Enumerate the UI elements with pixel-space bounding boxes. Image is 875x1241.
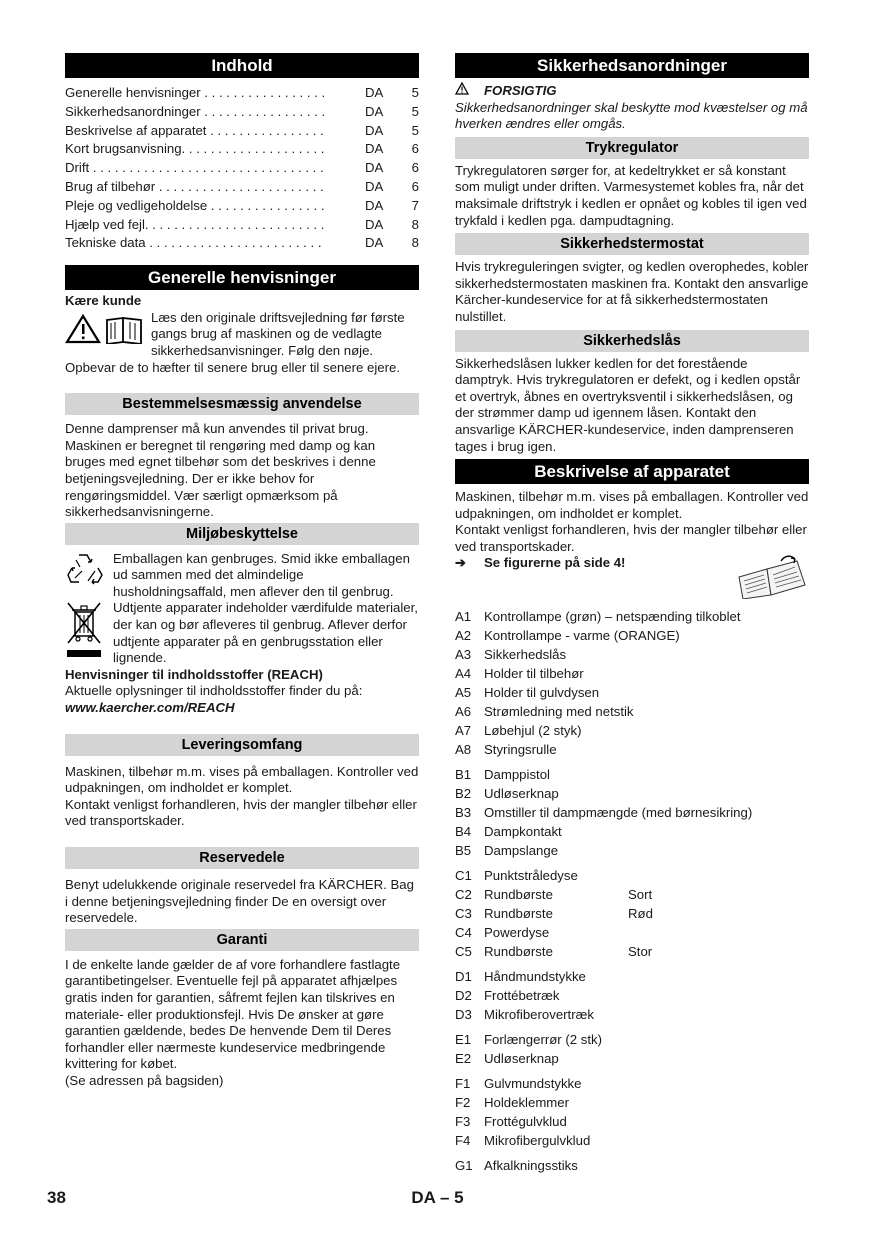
component-id: E2 bbox=[455, 1051, 472, 1067]
environment-heading: Miljøbeskyttelse bbox=[65, 523, 419, 545]
toc-entry-title: Tekniske data . . . . . . . . . . . . . . . . . . . . . . . . bbox=[65, 235, 322, 251]
toc-entry-lang: DA bbox=[365, 103, 384, 119]
component-id: D3 bbox=[455, 1007, 472, 1023]
component-id: C1 bbox=[455, 868, 472, 884]
component-name: Kontrollampe (grøn) – netspænding tilkoblet bbox=[484, 609, 741, 625]
component-item bbox=[455, 904, 809, 923]
component-item bbox=[455, 645, 809, 664]
see-figures-text: Se figurerne på side 4! bbox=[484, 555, 626, 571]
component-name: Rundbørste bbox=[484, 906, 553, 922]
lock-heading: Sikkerhedslås bbox=[455, 330, 809, 352]
component-item bbox=[455, 1131, 809, 1150]
component-item bbox=[455, 702, 809, 721]
toc-entry-title: Drift . . . . . . . . . . . . . . . . . . . . . . . . . . . . . . . . bbox=[65, 160, 324, 176]
warranty-heading: Garanti bbox=[65, 929, 419, 951]
caution-row bbox=[455, 82, 809, 100]
delivery-text-1: Maskinen, tilbehør m.m. vises på emballagen. Kontroller ved udpakningen, om indholdet er komplet. bbox=[65, 763, 419, 796]
spare-parts-heading: Reservedele bbox=[65, 847, 419, 869]
component-id: G1 bbox=[455, 1158, 473, 1174]
caution-label: FORSIGTIG bbox=[484, 82, 557, 98]
component-item bbox=[455, 967, 809, 986]
arrow-right-icon: ➔ bbox=[455, 555, 467, 571]
component-item bbox=[455, 1074, 809, 1093]
regulator-text: Trykregulatoren sørger for, at kedeltrykket er så konstant som muligt under driften. Varmesystemet kobles fra, når det maksimale driftstryk i kedlen er opnået og kobles til igen ved trykfald i kedlen pga. dampudtagning. bbox=[455, 162, 807, 228]
toc-entry-title: Sikkerhedsanordninger . . . . . . . . . . . . . . . . . bbox=[65, 103, 326, 119]
toc-entry-title: Hjælp ved fejl. . . . . . . . . . . . . . . . . . . . . . . . . bbox=[65, 216, 325, 232]
description-text-2: Kontakt venligst forhandleren, hvis der mangler tilbehør eller ved transportskader. bbox=[455, 522, 807, 554]
description-heading: Beskrivelse af apparatet bbox=[455, 459, 809, 484]
component-name: Forlængerrør (2 stk) bbox=[484, 1032, 602, 1048]
intended-use-heading: Bestemmelsesmæssig anvendelse bbox=[65, 393, 419, 415]
safety-heading: Sikkerhedsanordninger bbox=[455, 53, 809, 78]
weee-text: Udtjente apparater indeholder værdifulde materialer, der kan og bør afleveres til genbrug. Aflever derfor udtjente apparater på en genbrugsstation eller lignende. bbox=[113, 600, 418, 666]
weee-row bbox=[65, 600, 419, 666]
component-id: C2 bbox=[455, 887, 472, 903]
component-name: Holdeklemmer bbox=[484, 1095, 570, 1111]
toc-entry-lang: DA bbox=[365, 141, 384, 157]
component-id: F3 bbox=[455, 1114, 471, 1130]
component-item bbox=[455, 822, 809, 841]
toc-entry[interactable] bbox=[65, 122, 419, 141]
read-manual-text: Læs den originale driftsvejledning før første gangs brug af maskinen og de vedlagte sikkerhedsanvisninger. Følg den nøje. bbox=[151, 309, 405, 358]
toc-heading: Indhold bbox=[65, 53, 419, 78]
component-item bbox=[455, 607, 809, 626]
read-manual-row bbox=[65, 310, 419, 360]
toc-entry[interactable] bbox=[65, 178, 419, 197]
component-name: Styringsrulle bbox=[484, 742, 557, 758]
component-name: Holder til tilbehør bbox=[484, 666, 584, 682]
component-name: Afkalkningsstiks bbox=[484, 1158, 578, 1174]
toc-entry-title: Generelle henvisninger . . . . . . . . . . . . . . . . . bbox=[65, 85, 326, 100]
component-name: Udløserknap bbox=[484, 1051, 559, 1067]
toc-entry[interactable] bbox=[65, 103, 419, 122]
component-id: A3 bbox=[455, 647, 472, 663]
component-name: Strømledning med netstik bbox=[484, 704, 634, 720]
component-id: A7 bbox=[455, 723, 472, 739]
component-item bbox=[455, 942, 809, 961]
reach-link[interactable]: www.kaercher.com/REACH bbox=[65, 700, 235, 716]
left-column bbox=[65, 53, 419, 1090]
component-name: Gulvmundstykke bbox=[484, 1076, 582, 1092]
component-id: A5 bbox=[455, 685, 472, 701]
component-id: B5 bbox=[455, 843, 472, 859]
toc-entry-lang: DA bbox=[365, 216, 384, 232]
toc-entry[interactable] bbox=[65, 84, 419, 103]
component-id: A8 bbox=[455, 742, 472, 758]
component-name: Punktstråledyse bbox=[484, 868, 578, 884]
recycle-icon bbox=[65, 551, 113, 601]
component-name: Omstiller til dampmængde (med børnesikring) bbox=[484, 805, 753, 821]
see-figures-row bbox=[455, 555, 809, 603]
component-id: C5 bbox=[455, 944, 472, 960]
warning-triangle-icon bbox=[455, 82, 484, 100]
component-item bbox=[455, 626, 809, 645]
page-number: 38 bbox=[47, 1188, 66, 1207]
component-item bbox=[455, 721, 809, 740]
component-note: Stor bbox=[628, 944, 653, 960]
component-note: Sort bbox=[628, 887, 653, 903]
component-item bbox=[455, 1049, 809, 1068]
section-page: DA – 5 bbox=[411, 1188, 464, 1207]
component-item bbox=[455, 740, 809, 759]
toc-entry-page: 5 bbox=[411, 85, 419, 100]
lock-text: Sikkerhedslåsen lukker kedlen for det forestående damptryk. Hvis trykregulatoren er defekt, og i kedlen opstår et overtryk, åbnes en overtryksventil i sikkerhedslåsen, og der strømmer damp ud igennem låsen. Kontakt den ansvarlige KÄRCHER-kundeservice, inden damprenseren tages i brug igen. bbox=[455, 355, 801, 454]
component-name: Rundbørste bbox=[484, 944, 553, 960]
component-id: F4 bbox=[455, 1133, 471, 1149]
toc-entry-page: 8 bbox=[411, 235, 419, 251]
component-item bbox=[455, 1005, 809, 1024]
component-id: A4 bbox=[455, 666, 472, 682]
component-item bbox=[455, 765, 809, 784]
component-name: Rundbørste bbox=[484, 887, 553, 903]
toc-entry[interactable] bbox=[65, 216, 419, 235]
recycle-row bbox=[65, 551, 419, 601]
component-id: E1 bbox=[455, 1032, 472, 1048]
component-item bbox=[455, 1156, 809, 1175]
regulator-heading: Trykregulator bbox=[455, 137, 809, 159]
component-id: C3 bbox=[455, 906, 472, 922]
component-id: B1 bbox=[455, 767, 472, 783]
component-item bbox=[455, 664, 809, 683]
toc-entry-page: 8 bbox=[411, 216, 419, 232]
toc-entry-page: 6 bbox=[411, 160, 419, 176]
component-id: D1 bbox=[455, 969, 472, 985]
component-name: Dampkontakt bbox=[484, 824, 562, 840]
toc-entry-title: Beskrivelse af apparatet . . . . . . . . . . . . . . . . bbox=[65, 122, 324, 138]
toc-list bbox=[65, 84, 419, 253]
component-id: C4 bbox=[455, 925, 472, 941]
component-name: Mikrofiberovertræk bbox=[484, 1007, 594, 1023]
component-name: Damppistol bbox=[484, 767, 550, 783]
toc-entry-title: Pleje og vedligeholdelse . . . . . . . . . . . . . . . . bbox=[65, 197, 325, 213]
warranty-text: I de enkelte lande gælder de af vore forhandlere fastlagte garantibetingelser. Eventuelle fejl på apparatet afhjælpes gratis inden for garantien, såfremt fejlen kan tilskrives en materiale- eller produktionsfejl. Hvis De ønsker at gøre garantien gældende, bedes De henvende Dem til Deres forhandler eller nærmeste kundeservice medbringende kvittering for købet. bbox=[65, 956, 401, 1072]
recycle-text: Emballagen kan genbruges. Smid ikke emballagen ud sammen med det almindelige husholdningsaffald, men aflever den til genbrug. bbox=[113, 550, 410, 599]
component-id: B2 bbox=[455, 786, 472, 802]
component-name: Håndmundstykke bbox=[484, 969, 586, 985]
component-note: Rød bbox=[628, 906, 653, 922]
component-item bbox=[455, 841, 809, 860]
toc-entry[interactable] bbox=[65, 197, 419, 216]
toc-entry-title: Brug af tilbehør . . . . . . . . . . . . . . . . . . . . . . . bbox=[65, 178, 324, 194]
toc-entry-title: Kort brugsanvisning. . . . . . . . . . . . . . . . . . . . bbox=[65, 141, 325, 157]
component-name: Kontrollampe - varme (ORANGE) bbox=[484, 628, 680, 644]
toc-entry[interactable] bbox=[65, 234, 419, 253]
component-name: Mikrofibergulvklud bbox=[484, 1133, 591, 1149]
keep-text: Opbevar de to hæfter til senere brug eller til senere ejere. bbox=[65, 359, 400, 375]
component-name: Frottégulvklud bbox=[484, 1114, 567, 1130]
component-item bbox=[455, 923, 809, 942]
component-item bbox=[455, 683, 809, 702]
toc-entry[interactable] bbox=[65, 140, 419, 159]
crossed-bin-icon bbox=[65, 600, 113, 666]
caution-text: Sikkerhedsanordninger skal beskytte mod kvæstelser og må hverken ændres eller omgås. bbox=[455, 99, 808, 132]
spare-parts-text: Benyt udelukkende originale reservedel fra KÄRCHER. Bag i denne betjeningsvejledning finder De en oversigt over reservedele. bbox=[65, 877, 414, 926]
general-heading: Generelle henvisninger bbox=[65, 265, 419, 290]
toc-entry-page: 6 bbox=[411, 141, 419, 157]
component-item bbox=[455, 1093, 809, 1112]
toc-entry-page: 7 bbox=[411, 197, 419, 213]
component-id: B3 bbox=[455, 805, 472, 821]
description-text-1: Maskinen, tilbehør m.m. vises på emballagen. Kontroller ved udpakningen, om indholdet er komplet. bbox=[455, 489, 809, 521]
components-list bbox=[455, 607, 809, 1175]
toc-entry-page: 6 bbox=[411, 178, 419, 194]
toc-entry-lang: DA bbox=[365, 85, 384, 100]
delivery-text-2: Kontakt venligst forhandleren, hvis der mangler tilbehør eller ved transportskader. bbox=[65, 796, 417, 829]
component-item bbox=[455, 1112, 809, 1131]
component-item bbox=[455, 784, 809, 803]
component-name: Frottébetræk bbox=[484, 988, 560, 1004]
toc-entry-lang: DA bbox=[365, 122, 384, 138]
component-item bbox=[455, 1030, 809, 1049]
toc-entry-lang: DA bbox=[365, 178, 384, 194]
component-id: A1 bbox=[455, 609, 472, 625]
thermostat-text: Hvis trykreguleringen svigter, og kedlen overophedes, kobler sikkerhedstermostaten maskinen fra. Kontakt den ansvarlige Kärcher-kundeservice for at få sikkerhedstermostaten nulstillet. bbox=[455, 259, 809, 324]
component-item bbox=[455, 803, 809, 822]
warranty-address-note: (Se adressen på bagsiden) bbox=[65, 1072, 224, 1088]
component-id: D2 bbox=[455, 988, 472, 1004]
component-name: Powerdyse bbox=[484, 925, 550, 941]
component-id: F2 bbox=[455, 1095, 471, 1111]
toc-entry-lang: DA bbox=[365, 235, 384, 251]
component-item bbox=[455, 866, 809, 885]
open-book-icon bbox=[735, 555, 807, 604]
component-id: A6 bbox=[455, 704, 472, 720]
component-id: B4 bbox=[455, 824, 472, 840]
component-name: Udløserknap bbox=[484, 786, 559, 802]
right-column bbox=[455, 53, 809, 1175]
component-item bbox=[455, 986, 809, 1005]
reach-heading: Henvisninger til indholdsstoffer (REACH) bbox=[65, 666, 323, 682]
toc-entry-page: 5 bbox=[411, 122, 419, 138]
delivery-heading: Leveringsomfang bbox=[65, 734, 419, 756]
component-id: F1 bbox=[455, 1076, 471, 1092]
reach-text: Aktuelle oplysninger til indholdsstoffer finder du på: bbox=[65, 683, 363, 699]
toc-entry[interactable] bbox=[65, 159, 419, 178]
toc-entry-page: 5 bbox=[411, 103, 419, 119]
component-item bbox=[455, 885, 809, 904]
component-name: Holder til gulvdysen bbox=[484, 685, 600, 701]
component-name: Løbehjul (2 styk) bbox=[484, 723, 582, 739]
salutation: Kære kunde bbox=[65, 293, 142, 309]
component-id: A2 bbox=[455, 628, 472, 644]
thermostat-heading: Sikkerhedstermostat bbox=[455, 233, 809, 255]
toc-entry-lang: DA bbox=[365, 197, 384, 213]
toc-entry-lang: DA bbox=[365, 160, 384, 176]
component-name: Sikkerhedslås bbox=[484, 647, 567, 663]
component-name: Dampslange bbox=[484, 843, 559, 859]
warning-manual-icon bbox=[65, 310, 151, 360]
intended-use-text: Denne damprenser må kun anvendes til privat brug. Maskinen er beregnet til rengøring med damp og kan bruges med egnet tilbehør som det beskrives i denne betjeningsvejledning. Der er ikke behov for rengøringsmiddel. Vær særligt opmærksom på sikkerhedsanvisningerne. bbox=[65, 421, 376, 520]
